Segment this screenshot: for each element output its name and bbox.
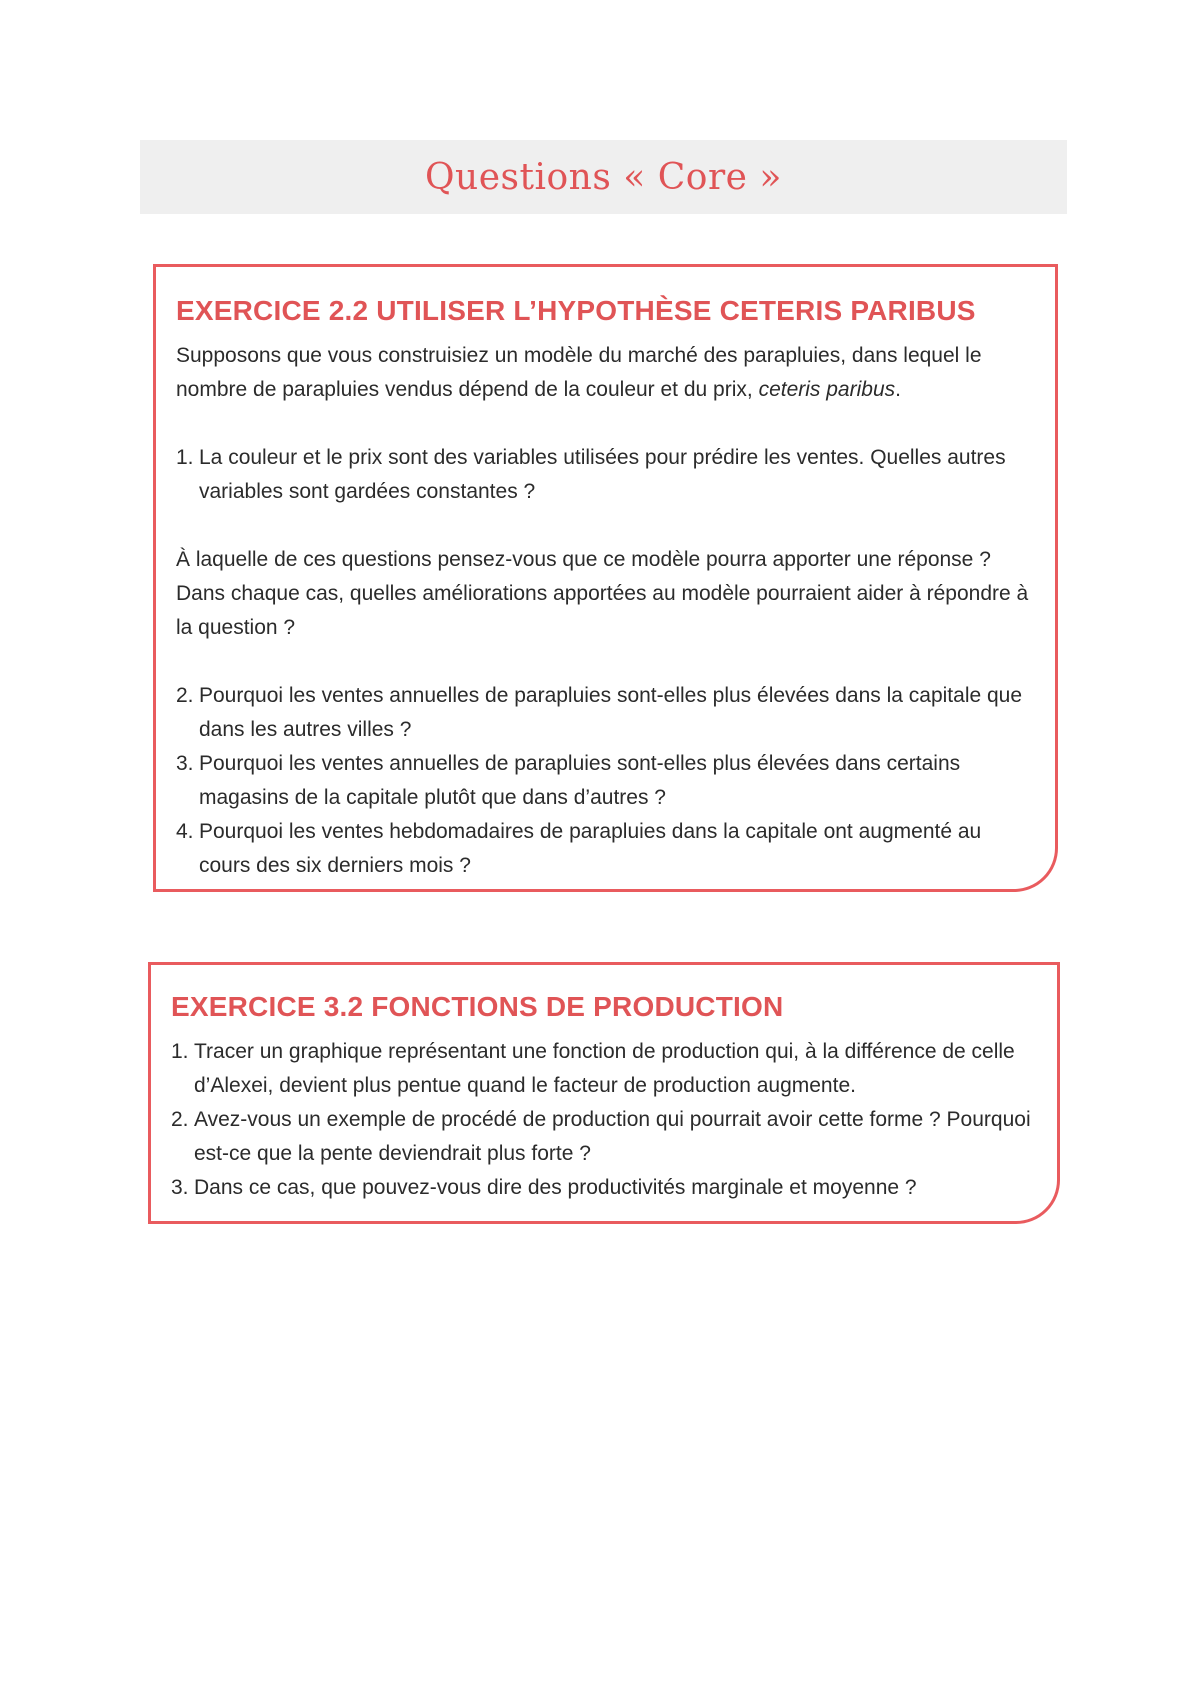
intro-italic: ceteris paribus bbox=[758, 378, 896, 401]
intro-end: . bbox=[895, 378, 901, 401]
question-number: 2. bbox=[171, 1108, 189, 1131]
question-list-a bbox=[176, 441, 1035, 509]
question-item bbox=[171, 1171, 1037, 1205]
exercise-3-2-title: EXERCICE 3.2 FONCTIONS DE PRODUCTION bbox=[171, 991, 784, 1022]
question-number: 2. bbox=[176, 684, 194, 707]
question-text: Avez-vous un exemple de procédé de production qui pourrait avoir cette forme ? Pourquoi est-ce que la pente deviendrait plus forte ? bbox=[194, 1108, 1031, 1165]
exercise-2-2-title: EXERCICE 2.2 UTILISER L’HYPOTHÈSE CETERIS PARIBUS bbox=[176, 295, 976, 326]
question-number: 1. bbox=[171, 1040, 189, 1063]
question-text: Pourquoi les ventes hebdomadaires de parapluies dans la capitale ont augmenté au cours des six derniers mois ? bbox=[199, 820, 982, 877]
question-text: Pourquoi les ventes annuelles de parapluies sont-elles plus élevées dans la capitale que dans les autres villes ? bbox=[199, 684, 1023, 741]
page-header bbox=[140, 140, 1067, 214]
question-item bbox=[176, 815, 1035, 883]
exercise-2-2-box bbox=[153, 264, 1058, 892]
question-text: La couleur et le prix sont des variables utilisées pour prédire les ventes. Quelles autres variables sont gardées constantes ? bbox=[199, 446, 1006, 503]
question-item bbox=[176, 441, 1035, 509]
question-list bbox=[171, 1035, 1037, 1205]
question-item bbox=[171, 1103, 1037, 1171]
question-item bbox=[176, 679, 1035, 747]
question-text: Pourquoi les ventes annuelles de parapluies sont-elles plus élevées dans certains magasins de la capitale plutôt que dans d’autres ? bbox=[199, 752, 961, 809]
question-item bbox=[171, 1035, 1037, 1103]
question-number: 4. bbox=[176, 820, 194, 843]
question-list-b bbox=[176, 679, 1035, 883]
page-title: Questions « Core » bbox=[425, 156, 782, 198]
exercise-3-2-box bbox=[148, 962, 1060, 1224]
exercise-2-2-intro bbox=[176, 339, 1035, 407]
question-number: 3. bbox=[171, 1176, 189, 1199]
question-text: Tracer un graphique représentant une fonction de production qui, à la différence de celle d’Alexei, devient plus pentue quand le facteur de production augmente. bbox=[194, 1040, 1015, 1097]
question-number: 3. bbox=[176, 752, 194, 775]
question-number: 1. bbox=[176, 446, 194, 469]
question-item bbox=[176, 747, 1035, 815]
question-text: Dans ce cas, que pouvez-vous dire des productivités marginale et moyenne ? bbox=[194, 1176, 917, 1199]
exercise-2-2-middle-text: À laquelle de ces questions pensez-vous que ce modèle pourra apporter une réponse ? Dans chaque cas, quelles améliorations apportées au modèle pourraient aider à répondre à la question ? bbox=[176, 548, 1029, 639]
intro-text: Supposons que vous construisiez un modèle du marché des parapluies, dans lequel le nombre de parapluies vendus dépend de la couleur et du prix, bbox=[176, 344, 982, 401]
